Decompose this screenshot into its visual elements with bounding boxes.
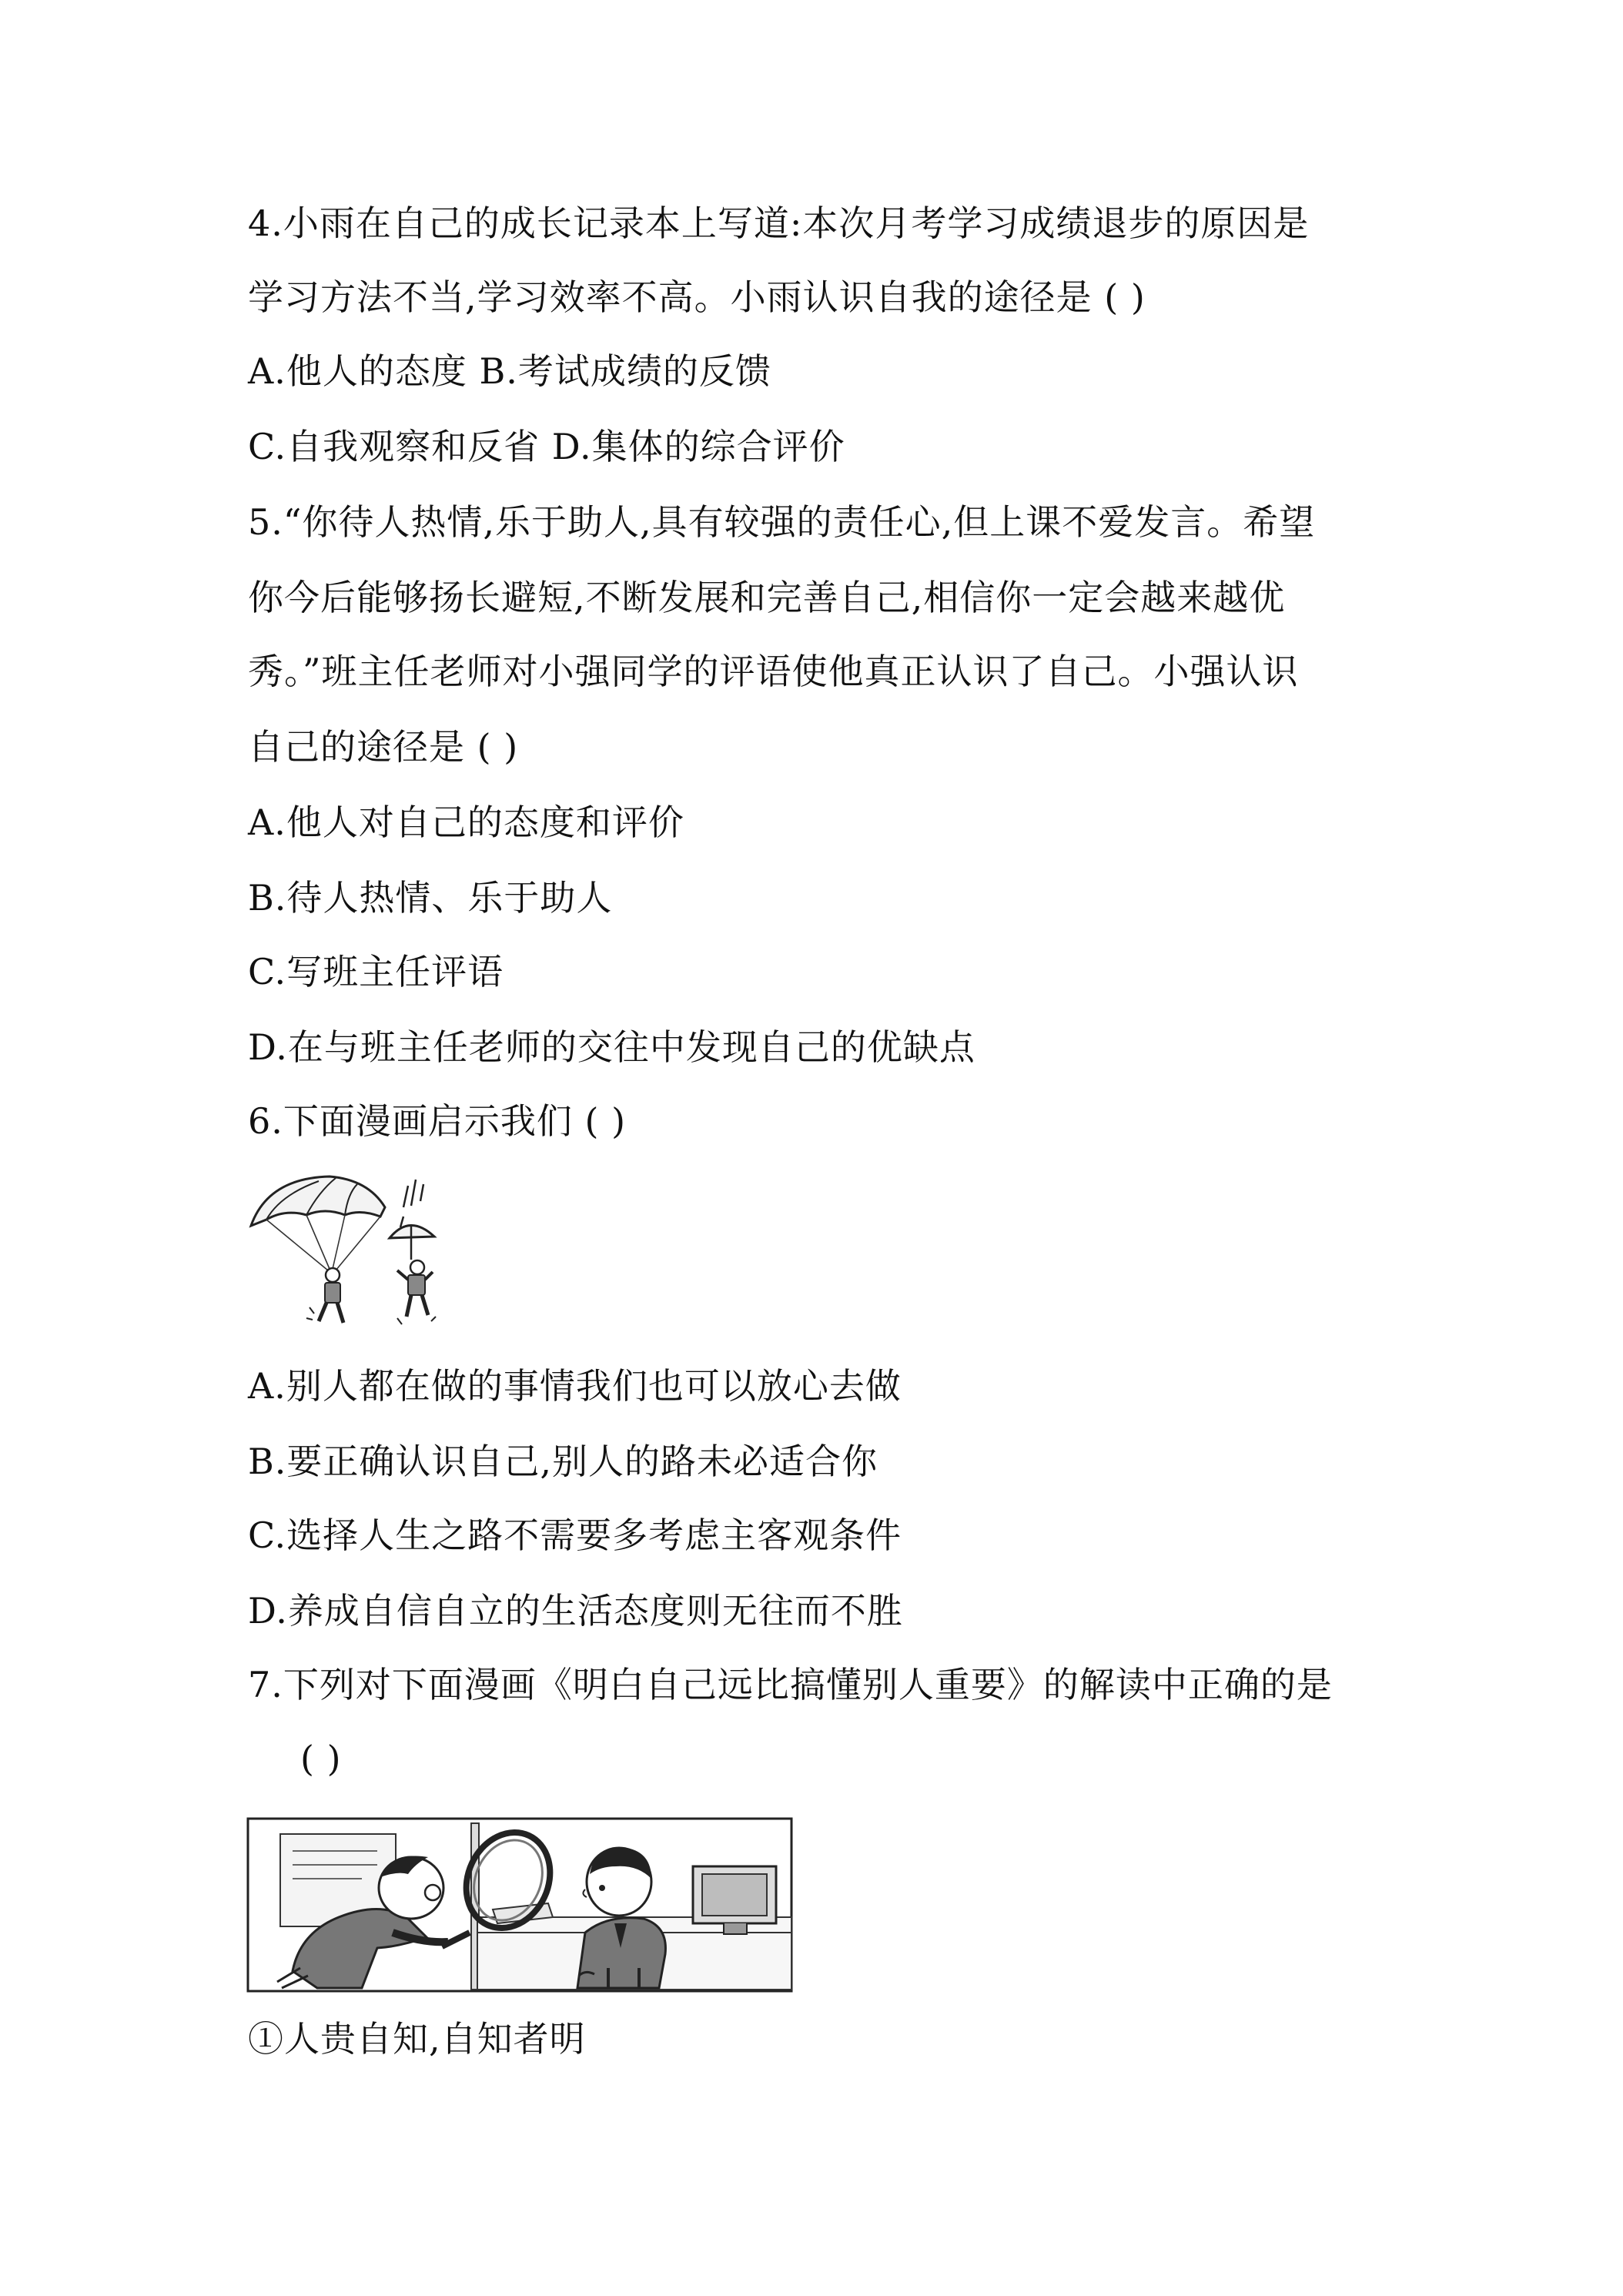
q6-option-d: D.养成自信自立的生活态度则无往而不胜	[248, 1590, 903, 1632]
q5-stem-line-4: 自己的途径是 ( )	[248, 726, 519, 768]
q5-stem-line-2: 你今后能够扬长避短,不断发展和完善自己,相信你一定会越来越优	[248, 577, 1286, 618]
q5-option-d: D.在与班主任老师的交往中发现自己的优缺点	[248, 1026, 975, 1068]
q7-stem-line-1: 7.下列对下面漫画《明白自己远比搞懂别人重要》的解读中正确的是	[248, 1664, 1333, 1705]
q4-options-ab: A.他人的态度 B.考试成绩的反馈	[248, 350, 771, 392]
q5-option-c: C.写班主任评语	[248, 951, 504, 992]
q5-stem-line-1: 5.“你待人热情,乐于助人,具有较强的责任心,但上课不爱发言。希望	[248, 501, 1316, 543]
q6-stem: 6.下面漫画启示我们 ( )	[248, 1100, 627, 1142]
q6-option-c: C.选择人生之路不需要多考虑主客观条件	[248, 1514, 902, 1556]
q6-option-a: A.别人都在做的事情我们也可以放心去做	[248, 1365, 902, 1407]
q6-option-b: B.要正确认识自己,别人的路未必适合你	[248, 1441, 878, 1482]
q4-stem-line-1: 4.小雨在自己的成长记录本上写道:本次月考学习成绩退步的原因是	[248, 202, 1310, 244]
q5-option-a: A.他人对自己的态度和评价	[248, 802, 684, 843]
q7-statement-1: ①人贵自知,自知者明	[248, 2018, 586, 2060]
q5-option-b: B.待人热情、乐于助人	[248, 877, 613, 919]
q4-options-cd: C.自我观察和反省 D.集体的综合评价	[248, 426, 845, 467]
magnifying-glass-cartoon-icon	[246, 1817, 795, 1994]
q7-answer-blank: ( )	[300, 1738, 342, 1779]
q4-stem-line-2: 学习方法不当,学习效率不高。小雨认识自我的途径是 ( )	[248, 276, 1146, 318]
parachute-umbrella-cartoon-icon	[245, 1170, 453, 1332]
q5-stem-line-3: 秀。”班主任老师对小强同学的评语使他真正认识了自己。小强认识	[248, 651, 1299, 692]
